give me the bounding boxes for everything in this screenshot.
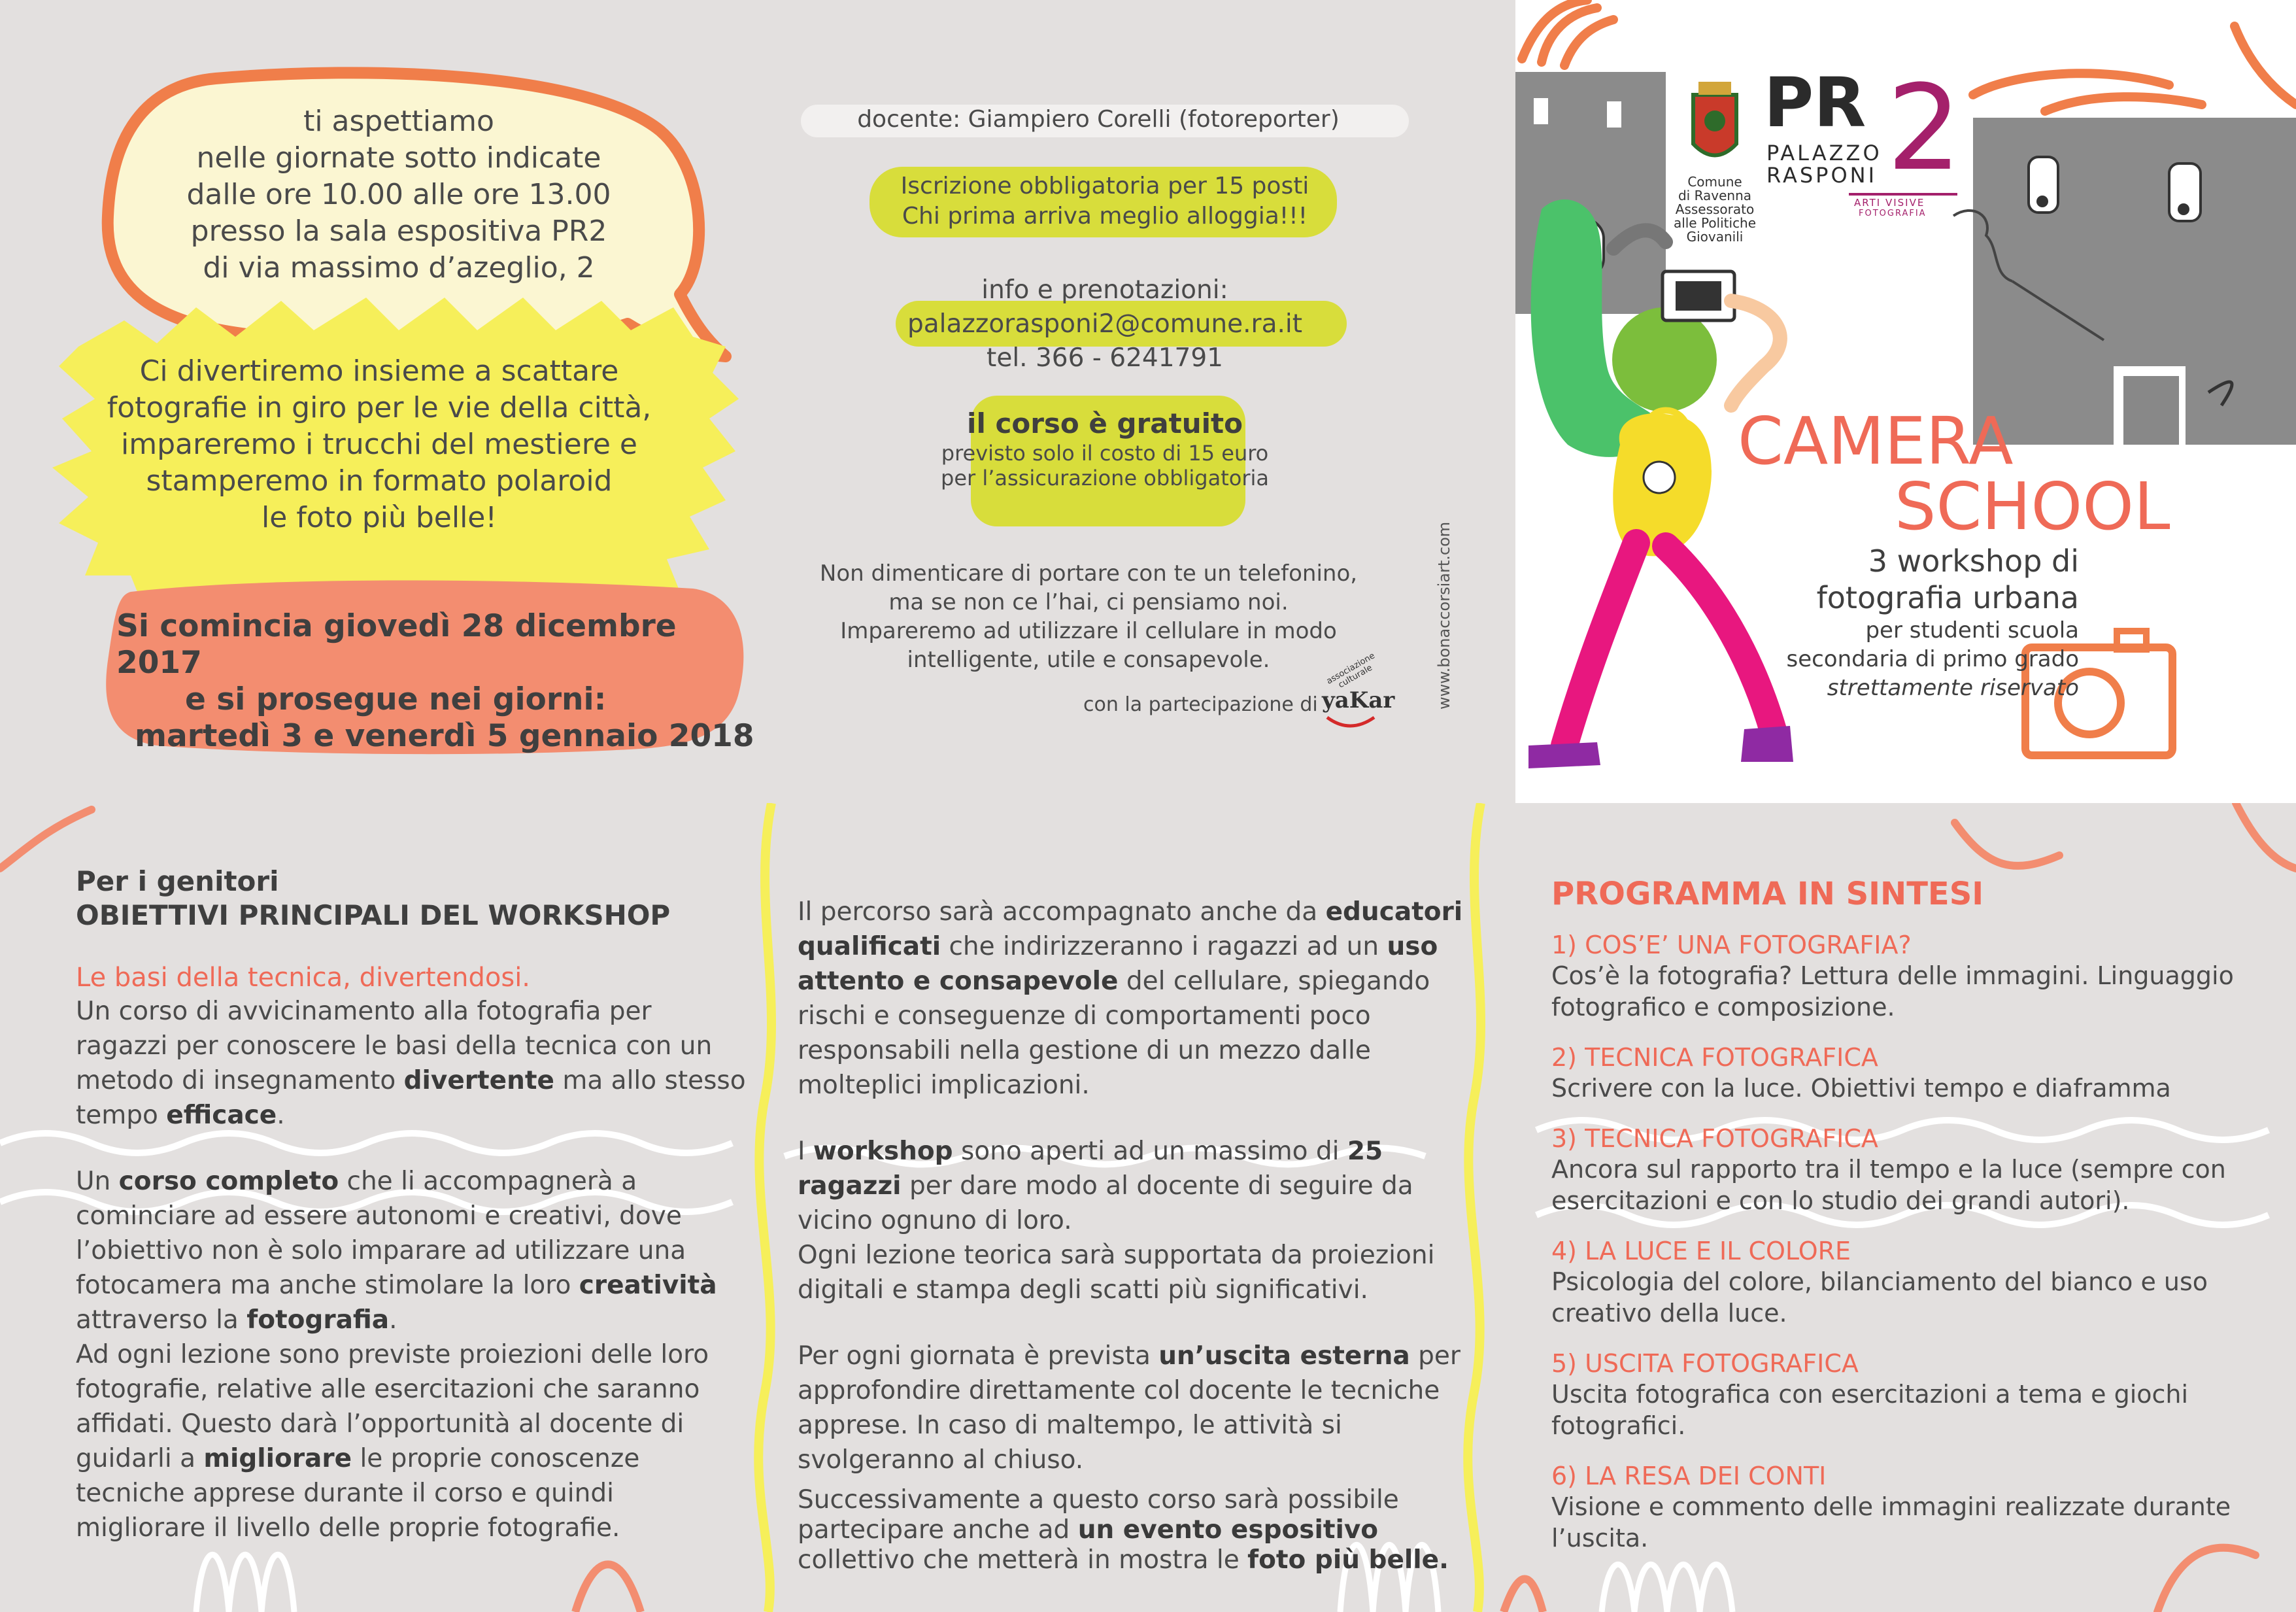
pr2-fotografia: FOTOGRAFIA	[1859, 209, 1927, 218]
programma-item	[1551, 1461, 2271, 1554]
yakar-smile	[1321, 664, 1383, 736]
programma-item	[1551, 1236, 2271, 1329]
speech-line: ti aspettiamo	[303, 105, 494, 138]
programma-item-text: Scrivere con la luce. Obiettivi tempo e diaframma	[1551, 1074, 2171, 1103]
burst-text	[72, 353, 686, 536]
text-span: Ogni lezione teorica sarà supportata da proiezioni digitali e stampa degli scatti più significativi.	[798, 1241, 1435, 1305]
comune-line: Comune	[1687, 174, 1742, 190]
free-line-1: previsto solo il costo di 15 euro	[941, 441, 1269, 466]
text-span: che indirizzeranno i ragazzi ad un	[941, 932, 1387, 961]
burst-line: stamperemo in formato polaroid	[146, 464, 613, 498]
programma-item	[1551, 930, 2271, 1023]
bold-span: migliorare	[203, 1444, 352, 1473]
yakar-small: associazione culturale	[1325, 651, 1377, 691]
text-span: le proprie conoscenze tecniche apprese durante il corso e quindi migliorare il livello delle proprie fotografie.	[76, 1444, 640, 1543]
text-span: .	[389, 1305, 397, 1335]
text-span: Il percorso sarà accompagnato anche da	[798, 897, 1326, 927]
dates-line-1: Si comincia giovedì 28 dicembre 2017	[116, 608, 677, 681]
bold-span: un evento espositivo	[1077, 1515, 1379, 1545]
text-span: I	[798, 1137, 813, 1166]
genitori-heading-1: Per i genitori	[76, 865, 279, 897]
percorso-paragraph	[798, 1134, 1487, 1238]
contact-email[interactable]: palazzorasponi2@comune.ra.it	[907, 309, 1302, 339]
cover-sub-2: fotografia urbana	[1816, 580, 2079, 615]
text-span: Un corso di avvicinamento alla fotografia per ragazzi per conoscere le basi della tecnica con un metodo di insegnamento	[76, 997, 713, 1095]
programma-item-heading: 2) TECNICA FOTOGRAFICA	[1551, 1043, 1878, 1072]
cover-panel	[1515, 0, 2296, 803]
contact-title: info e prenotazioni:	[981, 275, 1228, 305]
pr2-rasponi: RASPONI	[1766, 163, 1877, 188]
programma-item-text: Psicologia del colore, bilanciamento del bianco e uso creativo della luce.	[1551, 1267, 2208, 1328]
comune-line: alle Politiche	[1673, 215, 1757, 231]
pr2-logo	[1764, 60, 1962, 232]
note-line: intelligente, utile e consapevole.	[907, 647, 1270, 673]
cover-title-2: SCHOOL	[1895, 468, 2170, 545]
programma-item-text: Ancora sul rapporto tra il tempo e la luce (sempre con esercitazioni e con lo studio dei grandi autori).	[1551, 1155, 2226, 1215]
bold-span: 25 ragazzi	[798, 1137, 1383, 1201]
coat-of-arms-icon	[1685, 72, 1744, 170]
burst-line: fotografie in giro per le vie della città,	[107, 391, 652, 424]
percorso-paragraph	[798, 895, 1487, 1103]
bold-span: educatori qualificati	[798, 897, 1463, 961]
bold-span: efficace	[166, 1101, 277, 1130]
dates-line-2: e si prosegue nei giorni:	[185, 681, 607, 717]
panel-bottom	[0, 803, 2296, 1612]
signup-line-2: Chi prima arriva meglio alloggia!!!	[902, 203, 1308, 230]
bold-span: corso completo	[118, 1167, 339, 1196]
programma-item-text: Cos’è la fotografia? Lettura delle immagini. Linguaggio fotografico e composizione.	[1551, 961, 2234, 1021]
text-span: .	[277, 1101, 285, 1130]
signup-line-1: Iscrizione obbligatoria per 15 posti	[900, 173, 1309, 199]
text-span: ma allo stesso tempo	[76, 1066, 746, 1130]
percorso-paragraph	[798, 1238, 1487, 1307]
cover-title-1: CAMERA	[1738, 403, 2014, 479]
free-title: il corso è gratuito	[967, 407, 1243, 439]
programma-item-text: Uscita fotografica con esercitazioni a tema e giochi fotografici.	[1551, 1380, 2189, 1440]
genitori-body	[76, 994, 749, 1545]
genitori-column	[76, 865, 749, 1577]
partner-label: con la partecipazione di	[1083, 693, 1318, 716]
text-span: che li accompagnerà a cominciare ad essere autonomi e creativi, dove l’obiettivo non è solo imparare ad utilizzare una fotocamera ma anche stimolare la loro	[76, 1167, 686, 1300]
programma-item-text: Visione e commento delle immagini realizzate durante l’uscita.	[1551, 1492, 2231, 1552]
text-span: Per ogni giornata è prevista	[798, 1341, 1159, 1371]
pr2-two: 2	[1887, 60, 1962, 197]
text-span: sono aperti ad un massimo di	[953, 1137, 1347, 1166]
phone-note	[801, 559, 1376, 674]
percorso-paragraph	[798, 1485, 1487, 1575]
genitori-paragraph	[76, 1337, 749, 1545]
programma-item-heading: 3) TECNICA FOTOGRAFICA	[1551, 1124, 1878, 1153]
cover-sub-5: strettamente riservato	[1827, 675, 2079, 701]
bold-span: creatività	[579, 1271, 717, 1300]
percorso-paragraph	[798, 1339, 1487, 1477]
cover-sub-3: per studenti scuola	[1865, 617, 2079, 643]
cover-sub-1: 3 workshop di	[1868, 543, 2079, 579]
text-span: per dare modo al docente di seguire da vicino ognuno di loro.	[798, 1171, 1413, 1235]
text-span: collettivo che metterà in mostra le	[798, 1545, 1248, 1575]
yakar-name: yaKar	[1322, 687, 1395, 713]
bold-span: workshop	[813, 1137, 953, 1166]
note-line: ma se non ce l’hai, ci pensiamo noi.	[888, 589, 1289, 615]
pr2-palazzo: PALAZZO	[1766, 141, 1882, 165]
genitori-paragraph	[76, 1164, 749, 1337]
genitori-heading-2: OBIETTIVI PRINCIPALI DEL WORKSHOP	[76, 899, 671, 931]
programma-title: PROGRAMMA IN SINTESI	[1551, 876, 1984, 912]
signup-text	[827, 171, 1383, 232]
comune-text	[1672, 175, 1757, 244]
text-span: per approfondire direttamente col docente le tecniche apprese. In caso di maltempo, le attività si svolgeranno al chiuso.	[798, 1341, 1460, 1475]
speech-line: presso la sala espositiva PR2	[190, 214, 607, 248]
text-span: del cellulare, spiegando rischi e conseguenze di comportamenti poco responsabili nella gestione di un mezzo dalle molteplici implicazioni.	[798, 967, 1430, 1100]
programma-item	[1551, 1348, 2271, 1441]
programma-item	[1551, 1123, 2271, 1216]
free-line-2: per l’assicurazione obbligatoria	[941, 466, 1269, 490]
programma-list	[1551, 930, 2271, 1554]
free-block	[827, 407, 1383, 490]
genitori-subheading: Le basi della tecnica, divertendosi.	[76, 963, 531, 993]
programma-item-heading: 6) LA RESA DEI CONTI	[1551, 1462, 1827, 1490]
comune-line: di Ravenna	[1678, 188, 1752, 203]
text-span: Successivamente a questo corso sarà possibile partecipare anche ad	[798, 1485, 1399, 1545]
programma-item	[1551, 1042, 2271, 1104]
panel-top-left	[0, 0, 762, 803]
text-span: attraverso la	[76, 1305, 247, 1335]
bold-span: uso attento e consapevole	[798, 932, 1438, 996]
programma-column	[1551, 875, 2271, 1554]
burst-line: le foto più belle!	[261, 501, 498, 534]
programma-item-heading: 5) USCITA FOTOGRAFICA	[1551, 1349, 1859, 1378]
comune-line: Giovanili	[1686, 229, 1744, 245]
dates-line-3: martedì 3 e venerdì 5 gennaio 2018	[135, 718, 754, 754]
burst-line: Ci divertiremo insieme a scattare	[139, 354, 619, 388]
cover-subtitle	[1712, 543, 2195, 702]
speech-line: nelle giornate sotto indicate	[196, 141, 601, 175]
yakar-logo	[1321, 651, 1395, 736]
bold-span: un’uscita esterna	[1158, 1341, 1410, 1371]
pr2-arti: ARTI VISIVE	[1854, 197, 1925, 209]
bold-span: foto più belle.	[1247, 1545, 1449, 1575]
cover-sub-4: secondaria di primo grado	[1786, 646, 2079, 672]
percorso-column	[798, 895, 1487, 1607]
programma-item-heading: 1) COS’E’ UNA FOTOGRAFIA?	[1551, 931, 1912, 959]
comune-line: Assessorato	[1675, 201, 1755, 217]
bold-span: fotografia	[246, 1305, 390, 1335]
dates-text	[116, 608, 757, 755]
genitori-paragraph	[76, 994, 749, 1133]
note-line: Impareremo ad utilizzare il cellulare in modo	[840, 618, 1337, 644]
teacher-line: docente: Giampiero Corelli (fotoreporter)	[857, 106, 1340, 133]
speech-line: dalle ore 10.00 alle ore 13.00	[186, 178, 611, 211]
website-vertical[interactable]: www.bonaccorsiart.com	[1435, 521, 1453, 710]
contact-phone: tel. 366 - 6241791	[987, 343, 1223, 373]
pr2-pr: PR	[1764, 63, 1866, 143]
speech-line: di via massimo d’azeglio, 2	[203, 251, 595, 284]
text-span: Un	[76, 1167, 119, 1196]
text-span: Ad ogni lezione sono previste proiezioni delle loro fotografie, relative alle esercitazioni che saranno affidati. Questo darà l’opportunità al docente di guidarli a	[76, 1340, 709, 1473]
speech-text	[131, 103, 667, 286]
panel-top-middle	[762, 0, 1515, 803]
burst-line: impareremo i trucchi del mestiere e	[121, 428, 637, 461]
bold-span: divertente	[403, 1066, 554, 1095]
note-line: Non dimenticare di portare con te un telefonino,	[819, 560, 1358, 587]
programma-item-heading: 4) LA LUCE E IL COLORE	[1551, 1237, 1851, 1265]
contact-block	[827, 273, 1383, 375]
